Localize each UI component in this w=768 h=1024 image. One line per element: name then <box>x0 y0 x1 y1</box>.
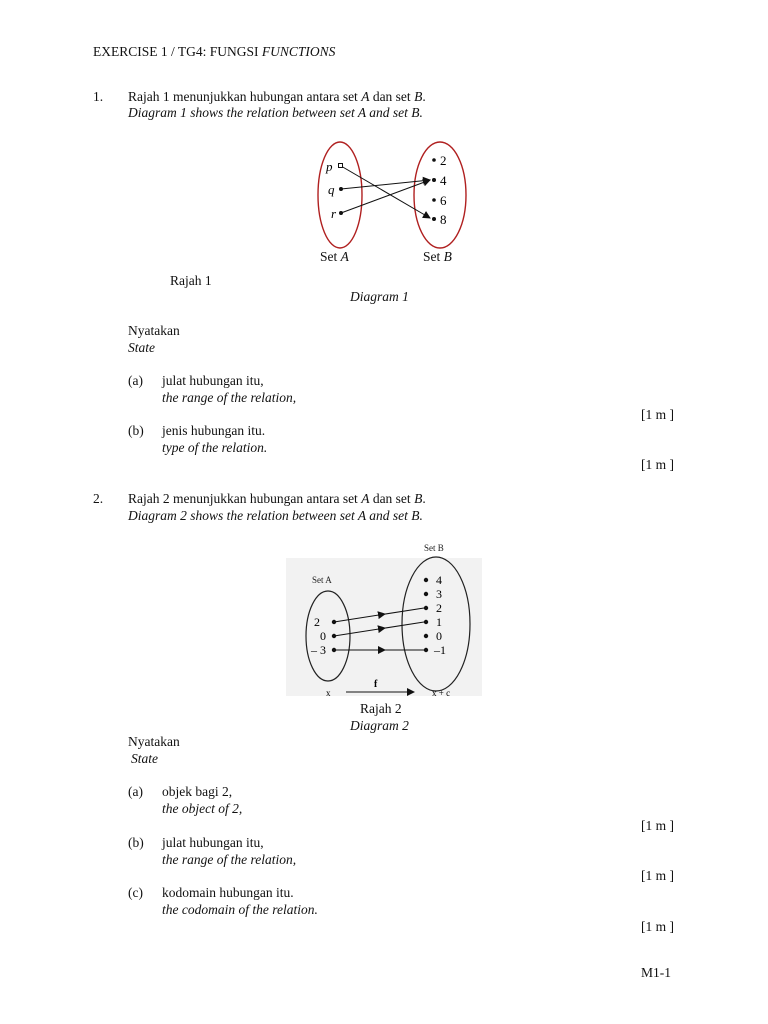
q1-elem-q: q <box>328 182 335 197</box>
q2-part-b-en: the range of the relation, <box>162 852 297 867</box>
q2-part-c-ms: kodomain hubungan itu. <box>162 885 294 900</box>
q1-intro-ms-part2: dan set <box>369 89 415 104</box>
q1-elem-2: 2 <box>440 153 447 168</box>
q2-state-ms: Nyatakan <box>128 734 180 749</box>
q1-part-a-en: the range of the relation, <box>162 390 297 405</box>
q1-part-b-en: type of the relation. <box>162 440 268 455</box>
q1-intro-ms-part3: . <box>422 89 426 104</box>
q1-part-b-mark: [1 m ] <box>641 457 674 472</box>
q2-dot-a-neg3 <box>332 648 336 652</box>
q2-elem-b-2: 2 <box>436 601 442 615</box>
q2-elem-b-0: 0 <box>436 629 442 643</box>
q2-caption-ms: Rajah 2 <box>360 701 402 716</box>
q1-state-ms: Nyatakan <box>128 323 180 338</box>
q2-set-a-label: Set A <box>312 575 332 585</box>
q1-set-a-label-var: A <box>340 249 349 264</box>
q1-state-en: State <box>128 340 155 355</box>
q1-intro-ms <box>128 89 426 105</box>
page-title-italic: FUNCTIONS <box>261 44 336 59</box>
q2-elem-b-4: 4 <box>436 573 442 587</box>
q1-intro-en: Diagram 1 shows the relation between set A and set B. <box>128 105 423 120</box>
q1-dot-4 <box>432 178 436 182</box>
q1-elem-8: 8 <box>440 212 447 227</box>
q2-set-b-label: Set B <box>424 543 444 553</box>
q1-set-a-oval <box>318 142 362 248</box>
q2-intro-en: Diagram 2 shows the relation between set A and set B. <box>128 508 423 523</box>
q1-number: 1. <box>93 89 104 104</box>
q2-part-a-label: (a) <box>128 784 143 799</box>
page-code: M1-1 <box>641 965 671 980</box>
q1-part-b-ms: jenis hubungan itu. <box>162 423 266 438</box>
q2-intro-ms-part2: dan set <box>369 491 415 506</box>
page-title-text: EXERCISE 1 / TG4: FUNGSI <box>93 44 262 59</box>
q1-part-a-mark: [1 m ] <box>641 407 674 422</box>
q2-intro-ms-part3: . <box>422 491 426 506</box>
q1-set-a-label <box>320 249 349 265</box>
q2-part-a-ms: objek bagi 2, <box>162 784 233 799</box>
q1-caption-ms: Rajah 1 <box>170 273 212 288</box>
q2-caption-en: Diagram 2 <box>350 718 409 733</box>
q2-dot-b-4 <box>424 578 428 582</box>
q2-dot-a-0 <box>332 634 336 638</box>
q2-part-b-mark: [1 m ] <box>641 868 674 883</box>
q2-elem-a-0: 0 <box>320 629 326 643</box>
q2-image-expr: x + c <box>432 688 451 698</box>
q2-intro-ms-part1: Rajah 2 menunjukkan hubungan antara set <box>128 491 362 506</box>
page-title <box>93 44 335 60</box>
q2-dot-b-0 <box>424 634 428 638</box>
q2-state-en: State <box>131 751 158 766</box>
q1-dot-r <box>339 211 343 215</box>
q2-part-c-label: (c) <box>128 885 143 900</box>
q1-part-a-label: (a) <box>128 373 143 388</box>
q1-dot-q <box>339 187 343 191</box>
q1-dot-8 <box>432 217 436 221</box>
q1-dot-2 <box>432 158 436 162</box>
q1-dot-p <box>339 164 343 168</box>
q2-part-a-en: the object of 2, <box>162 801 243 816</box>
q2-elem-a-2: 2 <box>314 615 320 629</box>
q1-set-b-label <box>423 249 452 265</box>
q1-elem-p: p <box>326 159 333 174</box>
q1-set-a-label-text: Set <box>320 249 341 264</box>
q2-part-b-ms: julat hubungan itu, <box>162 835 264 850</box>
q1-set-b-label-text: Set <box>423 249 444 264</box>
q2-part-b-label: (b) <box>128 835 144 850</box>
q1-elem-4: 4 <box>440 173 447 188</box>
q1-elem-r: r <box>331 206 337 221</box>
q2-intro-ms <box>128 491 426 507</box>
q1-dot-6 <box>432 198 436 202</box>
q2-dot-b-2 <box>424 606 428 610</box>
q2-part-a-mark: [1 m ] <box>641 818 674 833</box>
q1-intro-ms-var-a: A <box>361 89 370 104</box>
q2-number: 2. <box>93 491 104 506</box>
q1-part-b-label: (b) <box>128 423 144 438</box>
q2-dot-b-1 <box>424 620 428 624</box>
q2-domain-var: x <box>326 688 331 698</box>
q1-part-a-ms: julat hubungan itu, <box>162 373 264 388</box>
q2-part-c-mark: [1 m ] <box>641 919 674 934</box>
q2-dot-b-neg1 <box>424 648 428 652</box>
q2-elem-a-neg3: – 3 <box>311 643 326 657</box>
q2-dot-b-3 <box>424 592 428 596</box>
q1-intro-ms-var-b: B <box>414 89 423 104</box>
q2-elem-b-1: 1 <box>436 615 442 629</box>
q2-elem-b-neg1: –1 <box>434 643 446 657</box>
q1-elem-6: 6 <box>440 193 447 208</box>
q1-caption-en: Diagram 1 <box>350 289 409 304</box>
q2-arrow-diagram <box>286 538 482 698</box>
q1-set-b-label-var: B <box>443 249 452 264</box>
q1-intro-ms-part1: Rajah 1 menunjukkan hubungan antara set <box>128 89 362 104</box>
q2-intro-ms-var-a: A <box>361 491 370 506</box>
q2-function-label: f <box>374 679 378 690</box>
q2-part-c-en: the codomain of the relation. <box>162 902 318 917</box>
q2-dot-a-2 <box>332 620 336 624</box>
q2-elem-b-3: 3 <box>436 587 442 601</box>
q2-intro-ms-var-b: B <box>414 491 423 506</box>
